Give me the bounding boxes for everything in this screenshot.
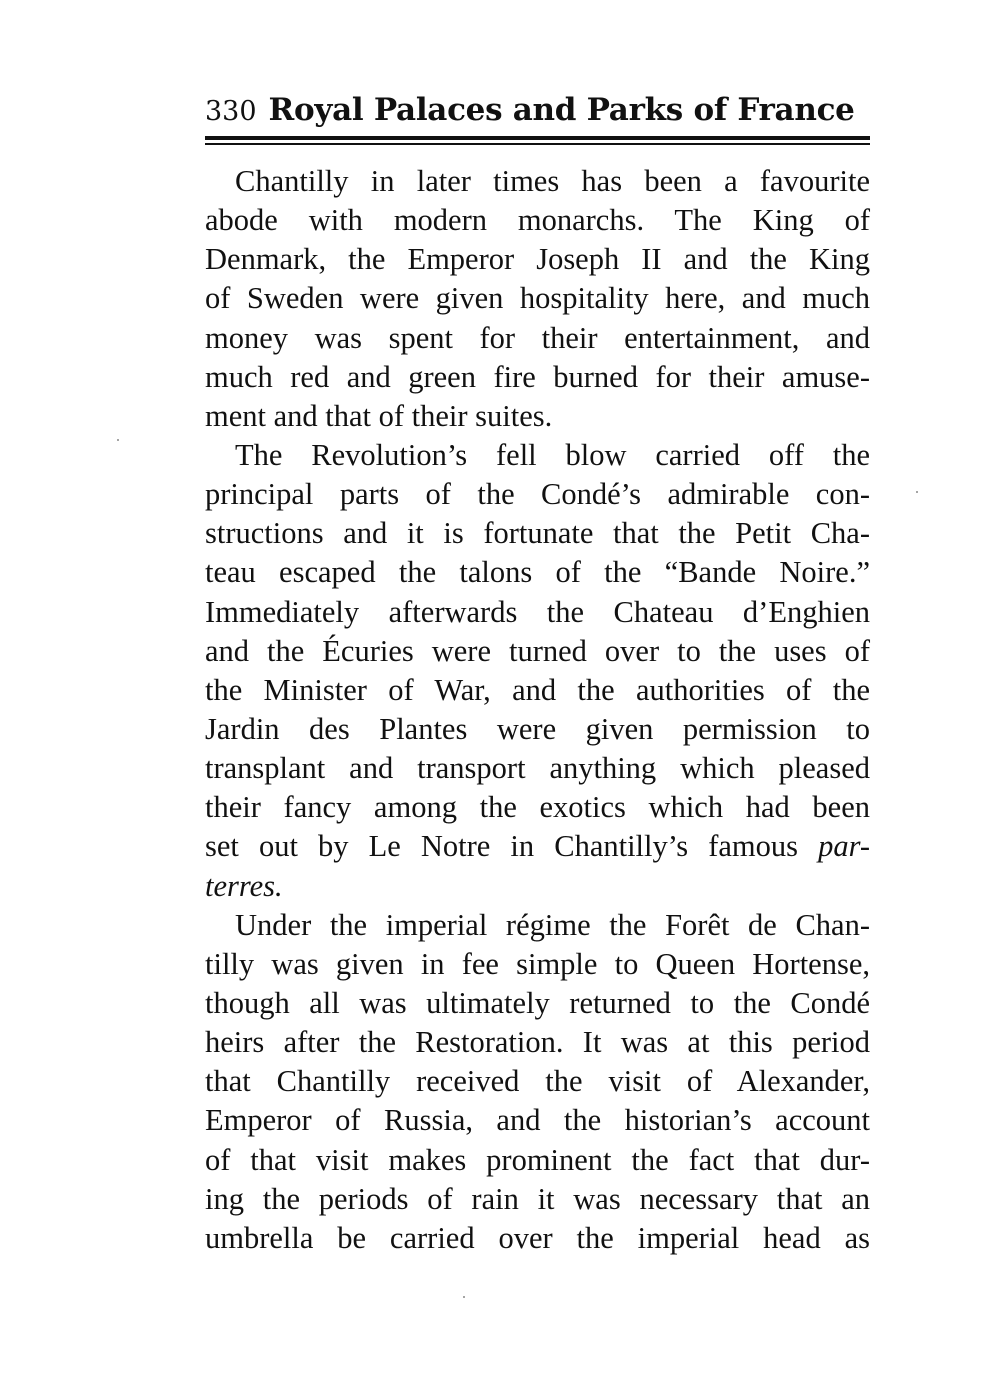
text-line: principal parts of the Condé’s admirable con- (205, 477, 870, 512)
scan-speck (117, 439, 119, 441)
scan-speck (916, 491, 918, 493)
text-line: heirs after the Restoration. It was at this period (205, 1025, 870, 1060)
body-text (205, 162, 870, 1258)
text-line: teau escaped the talons of the “Bande Noire.” (205, 555, 870, 590)
text-line: umbrella be carried over the imperial head as (205, 1220, 870, 1255)
running-title: Royal Palaces and Parks of France (268, 92, 855, 128)
text-line: that Chantilly received the visit of Alexander, (205, 1064, 870, 1099)
text-line: Immediately afterwards the Chateau d’Enghien (205, 594, 870, 629)
text-segment: set out by Le Notre in Chantilly’s famous (205, 829, 819, 864)
text-line: Under the imperial régime the Forêt de Chan- (235, 907, 870, 942)
text-line: of Sweden were given hospitality here, and much (205, 281, 870, 316)
text-line: much red and green fire burned for their amuse- (205, 359, 870, 394)
text-line: abode with modern monarchs. The King of (205, 203, 870, 238)
text-line: Chantilly in later times has been a favourite (235, 164, 870, 198)
page-number: 330 (205, 96, 257, 127)
paragraph-1 (205, 162, 870, 436)
scan-speck (463, 1296, 465, 1298)
running-header (205, 92, 870, 134)
paragraph-2 (205, 436, 870, 906)
text-line: transplant and transport anything which pleased (205, 751, 870, 786)
text-line: Denmark, the Emperor Joseph II and the King (205, 242, 870, 277)
text-line: though all was ultimately returned to the Condé (205, 985, 870, 1020)
header-rule-thin (205, 143, 870, 145)
text-line: money was spent for their entertainment, and (205, 320, 870, 355)
text-line: their fancy among the exotics which had been (205, 790, 870, 825)
text-line: tilly was given in fee simple to Queen Hortense, (205, 946, 870, 981)
italic-word: par- (818, 829, 870, 864)
text-line (205, 867, 870, 906)
text-line: the Minister of War, and the authorities of the (205, 672, 870, 707)
header-rule-thick (205, 136, 870, 140)
text-line: The Revolution’s fell blow carried off the (235, 437, 870, 472)
text-line-with-italic (205, 827, 870, 866)
text-line: of that visit makes prominent the fact that dur- (205, 1142, 870, 1177)
text-line: Jardin des Plantes were given permission to (205, 711, 870, 746)
text-line: ment and that of their suites. (205, 398, 553, 433)
text-line: and the Écuries were turned over to the uses of (205, 633, 870, 668)
paragraph-3 (205, 906, 870, 1258)
text-line: structions and it is fortunate that the Petit Cha- (205, 516, 870, 551)
italic-word: terres. (205, 868, 283, 903)
text-line: Emperor of Russia, and the historian’s account (205, 1103, 870, 1138)
text-line: ing the periods of rain it was necessary that an (205, 1181, 870, 1216)
